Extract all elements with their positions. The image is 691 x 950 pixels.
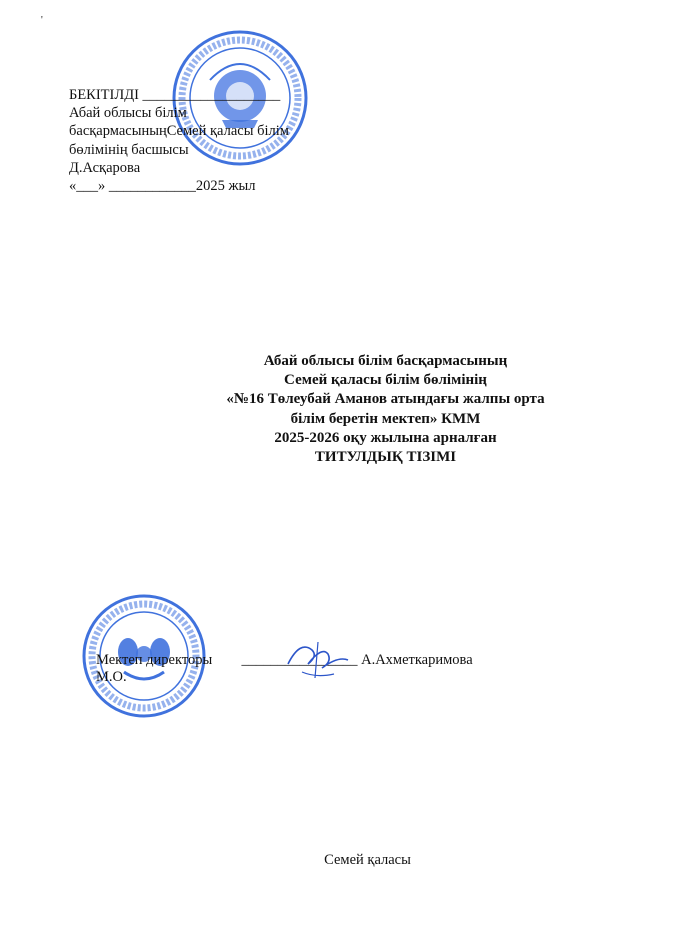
title-line-4: білім беретін мектеп» КММ [290,410,481,427]
approval-line-3: бөлімінің басшысы [69,141,189,158]
title-line-2: Семей қаласы білім бөлімінің [284,372,487,389]
approval-date: «___» ____________2025 жыл [69,178,256,195]
title-line-5: 2025-2026 оқу жылына арналған [274,429,497,446]
title-line-6: ТИТУЛДЫҚ ТІЗІМІ [314,449,457,466]
approval-line-1: Абай облысы білім [69,105,187,122]
title-line-3: «№16 Төлеубай Аманов атындағы жалпы орта [226,391,545,408]
approval-block [69,86,289,195]
approval-name: Д.Асқарова [69,159,141,176]
footer-city: Семей қаласы [324,852,411,868]
approval-line-2: басқармасыныңСемей қаласы білім [69,123,289,140]
signature-blank: ________________ [241,652,358,668]
director-role: Мектеп директоры [96,652,213,668]
director-name: А.Ахметкаримова [361,652,473,668]
page-marker: ' [41,15,43,26]
title-line-1: Абай облысы білім басқармасының [263,353,508,369]
handwritten-signature [282,634,354,682]
seal-place-label: М.О. [96,669,127,685]
approval-heading: БЕКІТІЛДІ ___________________ [69,87,281,103]
document-title [0,352,691,467]
